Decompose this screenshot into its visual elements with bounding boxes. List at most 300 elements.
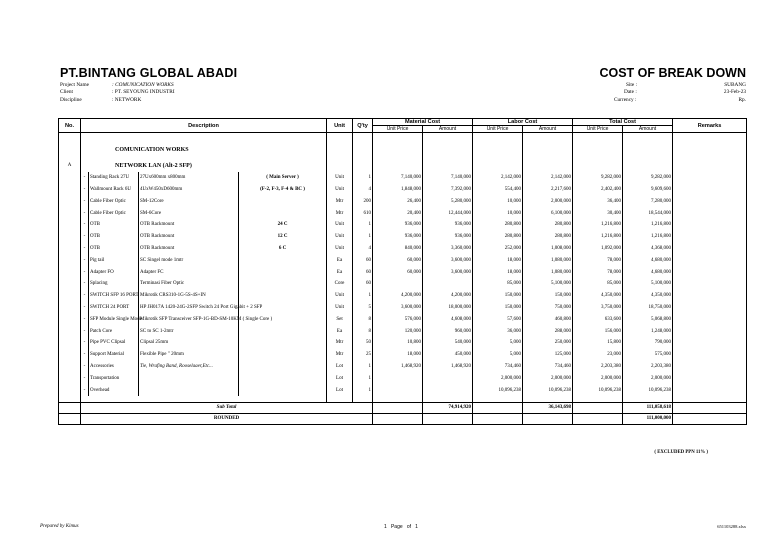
cell-spec: 27Ux600mm x800mm	[139, 172, 239, 184]
rounded-total: 111,000,000	[623, 413, 673, 424]
currency-label: Currency :	[614, 96, 637, 103]
cell-spec: HP JH017A 1420-24G-2SFP Switch 24 Port Gigabit + 2 SFP	[139, 302, 239, 314]
cell-qty: 60	[353, 278, 373, 290]
cell-mam: 936,000	[423, 219, 473, 231]
cost-table	[58, 118, 747, 425]
site-info	[600, 82, 746, 104]
cell-tam: 575,000	[623, 349, 673, 361]
cell-tup: 3,750,000	[573, 302, 623, 314]
cell-empty	[59, 231, 81, 243]
cell-note	[239, 278, 327, 290]
cell-lup: 10,000	[473, 207, 523, 219]
cell-mam: 12,444,000	[423, 207, 473, 219]
cell-empty	[673, 254, 747, 266]
cell-mup: 120,000	[373, 325, 423, 337]
site-value: SUBANG	[724, 82, 746, 88]
cell-tam: 4,368,000	[623, 243, 673, 255]
cell-mam: 1,468,920	[423, 361, 473, 373]
cell-tup: 23,000	[573, 349, 623, 361]
cell-lup: 36,000	[473, 325, 523, 337]
cell-mam: 450,000	[423, 349, 473, 361]
cell-item: OTB	[89, 243, 139, 255]
cell-tup: 156,000	[573, 325, 623, 337]
file-name: 651103288.xlsx	[717, 524, 746, 529]
cell-dash: -	[81, 325, 89, 337]
cell-unit: Ea	[327, 254, 353, 266]
table-row	[59, 243, 747, 255]
cell-empty	[673, 337, 747, 349]
cell-lup: 5,000	[473, 349, 523, 361]
cell-dash: -	[81, 313, 89, 325]
cell-unit: Ea	[327, 325, 353, 337]
cell-note	[239, 290, 327, 302]
cell-mup: 1,848,000	[373, 184, 423, 196]
cell-lam: 125,000	[523, 349, 573, 361]
cell-tup: 15,800	[573, 337, 623, 349]
cell-item: OTB	[89, 231, 139, 243]
cell-lup: 85,000	[473, 278, 523, 290]
table-row	[59, 231, 747, 243]
cell-unit: Lot	[327, 361, 353, 373]
cell-mup: 18,000	[373, 349, 423, 361]
table-row	[59, 349, 747, 361]
cell-tam: 1,216,800	[623, 219, 673, 231]
cell-mup: 936,000	[373, 231, 423, 243]
currency-value: Rp.	[738, 96, 746, 103]
section-title: COMUNICATION WORKS	[81, 140, 327, 160]
cell-empty	[673, 349, 747, 361]
cell-spec: Terminasi Fiber Optic	[139, 278, 239, 290]
cell-empty	[59, 278, 81, 290]
cell-dash: -	[81, 243, 89, 255]
cell-tam: 18,750,000	[623, 302, 673, 314]
cell-lam: 2,217,600	[523, 184, 573, 196]
cell-unit: Mtr	[327, 337, 353, 349]
cell-empty	[673, 231, 747, 243]
cell-empty	[59, 313, 81, 325]
cell-tup: 2,203,380	[573, 361, 623, 373]
cell-tam: 10,096,238	[623, 384, 673, 396]
cell-empty	[59, 349, 81, 361]
table-row	[59, 278, 747, 290]
subtotal-material: 74,914,920	[423, 402, 473, 413]
cell-mup	[373, 384, 423, 396]
discipline-value: : NETWORK	[112, 96, 142, 103]
subtotal-total: 111,058,618	[623, 402, 673, 413]
cell-item: Adapter FO	[89, 266, 139, 278]
cell-spec: Flexible Pipe " 20mm	[139, 349, 239, 361]
cell-lam: 734,460	[523, 361, 573, 373]
page-num: 1	[384, 524, 387, 530]
cell-lam: 150,000	[523, 290, 573, 302]
cell-tup: 1,216,800	[573, 219, 623, 231]
table-row	[59, 254, 747, 266]
cell-tam: 9,609,600	[623, 184, 673, 196]
table-row	[59, 325, 747, 337]
cell-empty	[59, 172, 81, 184]
cell-lup: 2,142,000	[473, 172, 523, 184]
cell-spec: SM-6Core	[139, 207, 239, 219]
cell-tup: 1,216,800	[573, 231, 623, 243]
cell-note	[239, 266, 327, 278]
cell-qty: 1	[353, 384, 373, 396]
material-amount-header: Amount	[423, 126, 473, 133]
cell-mam: 3,600,000	[423, 254, 473, 266]
cell-qty: 1	[353, 231, 373, 243]
table-row	[59, 302, 747, 314]
cell-qty: 4	[353, 184, 373, 196]
document-title: COST OF BREAK DOWN	[599, 66, 746, 80]
cell-unit: Unit	[327, 302, 353, 314]
cell-tam: 18,544,000	[623, 207, 673, 219]
cell-lup: 57,600	[473, 313, 523, 325]
cell-mam: 540,000	[423, 337, 473, 349]
cell-tup: 9,282,000	[573, 172, 623, 184]
cell-note	[239, 325, 327, 337]
cell-unit: Unit	[327, 243, 353, 255]
group-title: NETWORK LAN (Alt-2 SFP)	[81, 160, 327, 172]
cell-note	[239, 349, 327, 361]
cell-empty	[59, 290, 81, 302]
cell-tam: 4,350,000	[623, 290, 673, 302]
cell-item: Overhead	[89, 384, 139, 396]
cell-qty: 1	[353, 290, 373, 302]
cell-unit: Unit	[327, 231, 353, 243]
cell-tup: 1,092,000	[573, 243, 623, 255]
cell-empty	[59, 195, 81, 207]
cell-dash: -	[81, 337, 89, 349]
cell-empty	[673, 361, 747, 373]
client-value: : PT. SEYOUNG INDUSTRI	[112, 89, 175, 96]
cell-item: Patch Core	[89, 325, 139, 337]
col-total-cost: Total Cost	[573, 119, 673, 126]
cell-unit: Unit	[327, 219, 353, 231]
cell-tup: 633,600	[573, 313, 623, 325]
cell-dash: -	[81, 266, 89, 278]
cell-item: Transportation	[89, 372, 139, 384]
cell-unit: Mtr	[327, 349, 353, 361]
cell-mam: 3,360,000	[423, 243, 473, 255]
cell-lam: 2,000,000	[523, 195, 573, 207]
group-letter: A	[59, 160, 81, 172]
cell-empty	[673, 302, 747, 314]
cell-lam: 1,008,000	[523, 243, 573, 255]
cell-spec: 4UxW450xD600mm	[139, 184, 239, 196]
cell-mup	[373, 372, 423, 384]
cell-lam: 460,800	[523, 313, 573, 325]
excluded-ppn-note: ( EXCLUDED PPN 11% )	[654, 450, 708, 455]
cell-lup: 2,000,000	[473, 372, 523, 384]
cell-mam	[423, 384, 473, 396]
cell-mam: 5,280,000	[423, 195, 473, 207]
cell-item: SWITCH SFP 16 PORT	[89, 290, 139, 302]
cell-note: ( Main Server )	[239, 172, 327, 184]
cell-qty: 60	[353, 254, 373, 266]
table-row	[59, 361, 747, 373]
cell-mup: 10,800	[373, 337, 423, 349]
cell-empty	[59, 266, 81, 278]
cell-tam: 4,680,000	[623, 266, 673, 278]
cell-spec: OTB Rackmount	[139, 219, 239, 231]
cell-qty: 25	[353, 349, 373, 361]
cell-empty	[673, 207, 747, 219]
cell-spec: SC Singel mode 1mtr	[139, 254, 239, 266]
cell-mam: 960,000	[423, 325, 473, 337]
page-total: 1	[415, 524, 418, 530]
col-unit: Unit	[327, 119, 353, 133]
cell-item: SFP Module Single Mode	[89, 313, 139, 325]
cell-empty	[59, 372, 81, 384]
cell-note: 24 C	[239, 219, 327, 231]
cell-mam	[423, 372, 473, 384]
cell-empty	[673, 184, 747, 196]
table-row	[59, 384, 747, 396]
cell-qty: 1	[353, 361, 373, 373]
cell-dash: -	[81, 278, 89, 290]
cell-dash: -	[81, 254, 89, 266]
cell-lam: 2,000,000	[523, 372, 573, 384]
cell-tup: 78,000	[573, 266, 623, 278]
cell-tup: 2,000,000	[573, 372, 623, 384]
cell-item: OTB	[89, 219, 139, 231]
cell-dash: -	[81, 384, 89, 396]
cell-mup: 1,468,920	[373, 361, 423, 373]
cell-empty	[59, 361, 81, 373]
col-material-cost: Material Cost	[373, 119, 473, 126]
table-row	[59, 266, 747, 278]
cell-empty	[59, 384, 81, 396]
cell-lam: 5,100,000	[523, 278, 573, 290]
cell-lam: 280,800	[523, 231, 573, 243]
cell-dash: -	[81, 172, 89, 184]
cell-empty	[673, 313, 747, 325]
cell-tup: 36,400	[573, 195, 623, 207]
cell-tup: 30,400	[573, 207, 623, 219]
labor-amount-header: Amount	[523, 126, 573, 133]
col-description: Description	[81, 119, 327, 133]
cell-qty: 50	[353, 337, 373, 349]
table-row	[59, 372, 747, 384]
cell-dash: -	[81, 207, 89, 219]
cell-lam: 288,000	[523, 325, 573, 337]
cell-mam: 4,200,000	[423, 290, 473, 302]
cell-note	[239, 254, 327, 266]
cell-tam: 1,216,800	[623, 231, 673, 243]
cell-dash: -	[81, 302, 89, 314]
date-value: 23-Feb-23	[723, 89, 746, 96]
cell-empty	[673, 325, 747, 337]
cell-tam: 1,248,000	[623, 325, 673, 337]
cell-item: Standing Rack 27U	[89, 172, 139, 184]
table-row	[59, 207, 747, 219]
cell-lup: 18,000	[473, 266, 523, 278]
cell-qty: 4	[353, 243, 373, 255]
cell-mup: 4,200,000	[373, 290, 423, 302]
cell-tam: 9,282,000	[623, 172, 673, 184]
cell-spec: Mikrotik SFP Transceiver SFP-1G-BD-SM-10KM ( Single Core )	[139, 313, 239, 325]
cell-tam: 5,100,000	[623, 278, 673, 290]
cell-note	[239, 195, 327, 207]
cell-empty	[673, 266, 747, 278]
cell-item: Cable Fiber Optic	[89, 195, 139, 207]
cell-lam: 1,080,000	[523, 266, 573, 278]
cell-tam: 4,680,000	[623, 254, 673, 266]
cell-empty	[59, 325, 81, 337]
company-name: PT.BINTANG GLOBAL ABADI	[60, 66, 238, 80]
cell-mup: 3,600,000	[373, 302, 423, 314]
site-label: Site :	[626, 82, 638, 88]
cell-lup: 280,800	[473, 219, 523, 231]
cell-mup: 576,000	[373, 313, 423, 325]
cell-mup: 26,400	[373, 195, 423, 207]
cell-empty	[673, 384, 747, 396]
table-row	[59, 337, 747, 349]
cell-dash: -	[81, 184, 89, 196]
cell-lup: 10,096,238	[473, 384, 523, 396]
page-word: Page	[390, 524, 403, 530]
cell-qty: 60	[353, 266, 373, 278]
cell-note	[239, 361, 327, 373]
cell-dash: -	[81, 290, 89, 302]
cell-mup	[373, 278, 423, 290]
table-row	[59, 184, 747, 196]
cell-lup: 280,800	[473, 231, 523, 243]
cell-mup: 936,000	[373, 219, 423, 231]
cell-lam: 250,000	[523, 337, 573, 349]
cell-lam: 6,100,000	[523, 207, 573, 219]
table-row	[59, 313, 747, 325]
table-row	[59, 219, 747, 231]
cell-mam: 7,392,000	[423, 184, 473, 196]
cell-mup: 20,400	[373, 207, 423, 219]
cell-empty	[59, 302, 81, 314]
cell-mam: 3,600,000	[423, 266, 473, 278]
cell-qty: 5	[353, 302, 373, 314]
cell-empty	[673, 290, 747, 302]
cell-empty	[673, 195, 747, 207]
cell-note: 6 C	[239, 243, 327, 255]
cell-note	[239, 384, 327, 396]
cell-spec: SM-12Core	[139, 195, 239, 207]
total-unit-price-header: Unit Price	[573, 126, 623, 133]
cell-tup: 10,096,238	[573, 384, 623, 396]
cell-lup: 5,000	[473, 337, 523, 349]
cell-note: (F-2, F-3, F-4 & BC )	[239, 184, 327, 196]
col-qty: Q'ty	[353, 119, 373, 133]
cell-note	[239, 372, 327, 384]
total-amount-header: Amount	[623, 126, 673, 133]
project-info	[60, 82, 175, 104]
cell-lup: 252,000	[473, 243, 523, 255]
cell-spec: Adapter FC	[139, 266, 239, 278]
cell-empty	[673, 278, 747, 290]
cell-spec	[139, 372, 239, 384]
cell-item: Support Material	[89, 349, 139, 361]
cell-qty: 1	[353, 372, 373, 384]
cell-item: Splacing	[89, 278, 139, 290]
cell-note	[239, 337, 327, 349]
client-label: Client	[60, 89, 73, 96]
cell-unit: Unit	[327, 172, 353, 184]
cell-mam: 936,000	[423, 231, 473, 243]
cell-item: Pig tail	[89, 254, 139, 266]
cell-tam: 5,068,800	[623, 313, 673, 325]
cell-dash: -	[81, 195, 89, 207]
cell-mam: 7,140,000	[423, 172, 473, 184]
cell-lam: 750,000	[523, 302, 573, 314]
col-no: No.	[59, 119, 81, 133]
cell-lup: 734,460	[473, 361, 523, 373]
cell-unit: Set	[327, 313, 353, 325]
table-row	[59, 195, 747, 207]
cell-dash: -	[81, 219, 89, 231]
cell-dash: -	[81, 361, 89, 373]
cell-empty	[673, 219, 747, 231]
cell-tup: 85,000	[573, 278, 623, 290]
cell-unit: Core	[327, 278, 353, 290]
subtotal-labor: 36,143,698	[523, 402, 573, 413]
cell-dash: -	[81, 349, 89, 361]
cell-note: 12 C	[239, 231, 327, 243]
cell-unit: Lot	[327, 372, 353, 384]
col-remarks: Remarks	[673, 119, 747, 133]
cell-empty	[59, 207, 81, 219]
cell-item: Cable Fiber Optic	[89, 207, 139, 219]
cell-spec	[139, 384, 239, 396]
cell-spec: OTB Rackmount	[139, 231, 239, 243]
cell-item: Wallmount Rack 6U	[89, 184, 139, 196]
cell-qty: 200	[353, 195, 373, 207]
cell-mup: 60,000	[373, 254, 423, 266]
cell-tam: 790,000	[623, 337, 673, 349]
cell-spec: Mikrotik CRS310-1G-5S-4S+IN	[139, 290, 239, 302]
cell-unit: Unit	[327, 184, 353, 196]
cell-qty: 1	[353, 219, 373, 231]
cell-mup: 60,000	[373, 266, 423, 278]
cell-empty	[673, 243, 747, 255]
cell-note	[239, 207, 327, 219]
cell-lam: 280,800	[523, 219, 573, 231]
project-label: Project Name	[60, 82, 89, 88]
cell-lam: 2,142,000	[523, 172, 573, 184]
cell-spec: Clipsal 25mm	[139, 337, 239, 349]
cell-mam: 18,000,000	[423, 302, 473, 314]
labor-unit-price-header: Unit Price	[473, 126, 523, 133]
cell-empty	[59, 243, 81, 255]
cell-spec: Tie, Wrafing Band, Rooselaaer,Etc...	[139, 361, 239, 373]
cell-empty	[673, 172, 747, 184]
date-label: Date :	[624, 89, 637, 96]
cell-empty	[59, 219, 81, 231]
cell-unit: Unit	[327, 290, 353, 302]
cell-empty	[59, 184, 81, 196]
cell-unit: Lot	[327, 384, 353, 396]
cell-qty: 610	[353, 207, 373, 219]
cell-qty: 1	[353, 172, 373, 184]
cell-lam: 10,096,238	[523, 384, 573, 396]
cell-lup: 150,000	[473, 290, 523, 302]
cell-empty	[59, 337, 81, 349]
col-labor-cost: Labor Cost	[473, 119, 573, 126]
cell-unit: Ea	[327, 266, 353, 278]
cell-qty: 8	[353, 313, 373, 325]
subtotal-label: Sub Total	[81, 402, 373, 413]
cell-dash: -	[81, 231, 89, 243]
cell-tup: 2,402,400	[573, 184, 623, 196]
cell-unit: Mtr	[327, 207, 353, 219]
rounded-label: ROUNDED	[81, 413, 373, 424]
cell-unit: Mtr	[327, 195, 353, 207]
